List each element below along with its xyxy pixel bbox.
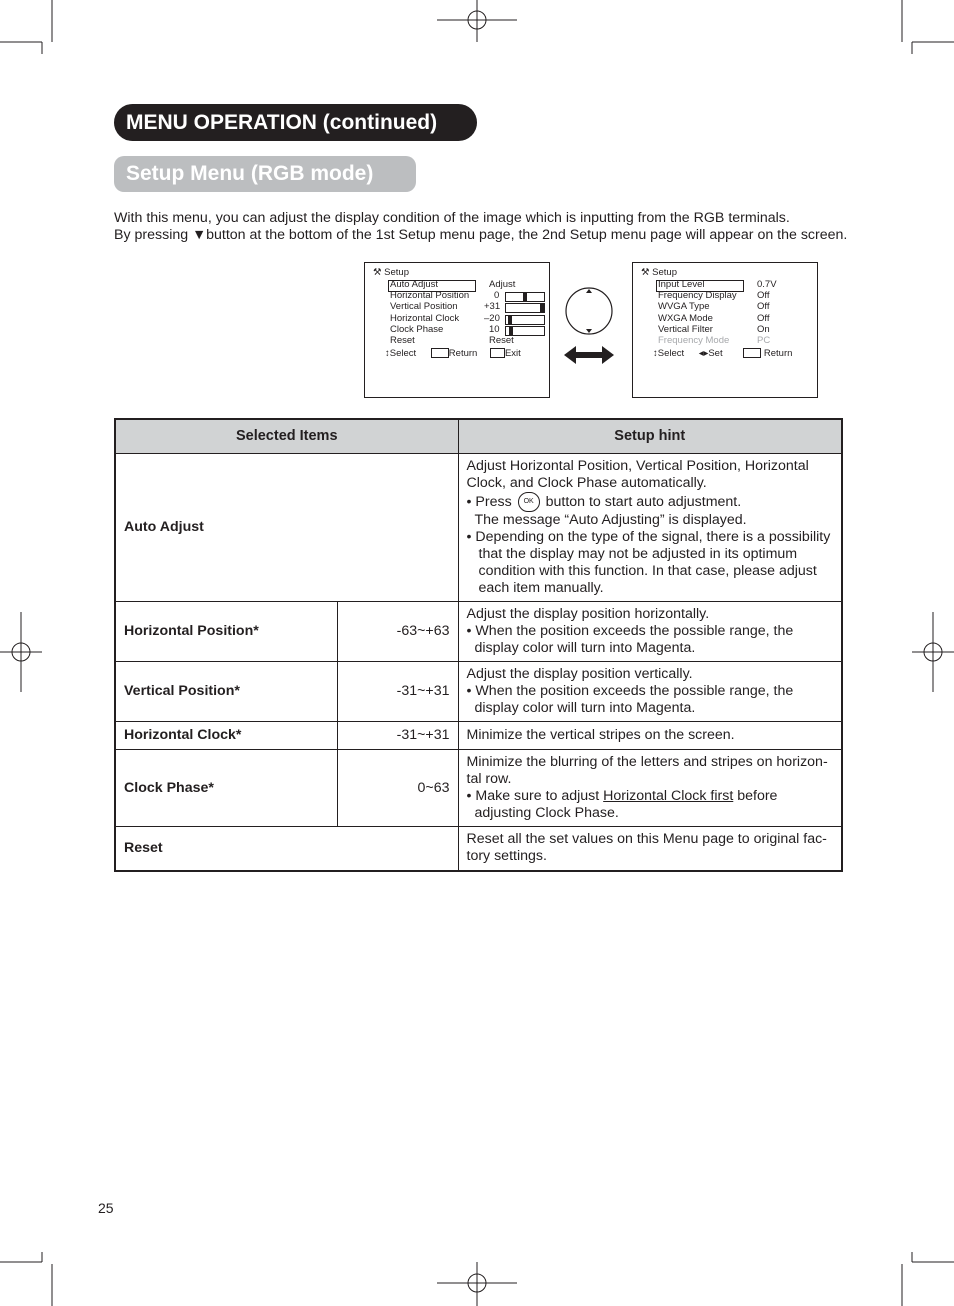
osd1-item-label: Horizontal Clock: [390, 313, 460, 324]
osd1-level-bar: [505, 303, 545, 313]
osd1-item-value: Adjust: [489, 279, 516, 290]
osd2-item-value: PC: [757, 335, 771, 346]
osd2-item-value: 0.7V: [757, 279, 777, 290]
item-hint: Adjust Horizontal Position, Vertical Position, Horizontal Clock, and Clock Phase automatically. • Press OK button to start auto adjustment. The message “Auto Adjusting” is displayed. • Depending on the type of the signal, there is a possibility that the display may not be adjusted in its optimum condition with this function. In that case, please adjust each item manually.: [458, 454, 842, 602]
page-number: 25: [98, 1200, 114, 1216]
item-range: 0~63: [337, 750, 458, 827]
osd2-item-label: WVGA Type: [658, 301, 710, 312]
osd2-item-label: WXGA Mode: [658, 313, 713, 324]
setup-icon: ⚒: [641, 267, 650, 278]
osd2-item-label: Input Level: [658, 279, 705, 290]
osd2-footer: ↕Select ◂▸Set Return: [653, 348, 793, 359]
item-range: -31~+31: [337, 662, 458, 722]
osd1-level-bar: [505, 315, 545, 325]
osd1-title: ⚒ Setup: [373, 267, 409, 278]
item-name: Auto Adjust: [115, 454, 458, 602]
section-subtitle: Setup Menu (RGB mode): [114, 156, 416, 192]
osd1-item-label: Clock Phase: [390, 324, 444, 335]
osd1-item-label: Auto Adjust: [390, 279, 439, 290]
osd2-title: ⚒ Setup: [641, 267, 677, 278]
item-hint: Adjust the display position horizontally. • When the position exceeds the possible range, the display color will turn into Magenta.: [458, 602, 842, 662]
section-title: MENU OPERATION (continued): [114, 104, 477, 141]
item-name: Horizontal Position*: [115, 602, 337, 662]
table-row: [115, 750, 842, 827]
exit-icon: [490, 348, 505, 358]
item-hint: Adjust the display position vertically. • When the position exceeds the possible range, the display color will turn into Magenta.: [458, 662, 842, 722]
osd1-item-value: Reset: [489, 335, 514, 346]
osd2-item-label: Vertical Filter: [658, 324, 713, 335]
osd1-level-bar: [505, 292, 545, 302]
return-icon: [431, 348, 449, 358]
osd1-item-value: +31: [484, 301, 501, 312]
osd2-item-value: On: [757, 324, 770, 335]
osd2-item-value: Off: [757, 290, 770, 301]
item-range: -63~+63: [337, 602, 458, 662]
column-header-hint: Setup hint: [458, 419, 842, 454]
osd1-footer: ↕Select Return Exit: [385, 348, 521, 359]
item-name: Clock Phase*: [115, 750, 337, 827]
osd1-item-label: Vertical Position: [390, 301, 458, 312]
setup-items-table: [114, 418, 843, 872]
item-name: Reset: [115, 827, 458, 871]
table-row: [115, 722, 842, 750]
remote-navigation-icon: [560, 284, 620, 374]
item-hint: Minimize the blurring of the letters and stripes on horizon-tal row. • Make sure to adjust Horizontal Clock first before adjusting Clock Phase.: [458, 750, 842, 827]
table-row: [115, 827, 842, 871]
osd-setup-page-1: [364, 262, 550, 398]
osd1-item-value: 0: [494, 290, 500, 301]
osd1-item-value: –20: [484, 313, 500, 324]
osd1-item-label: Reset: [390, 335, 415, 346]
item-hint: Minimize the vertical stripes on the screen.: [458, 722, 842, 750]
up-down-icon: ↕: [385, 348, 390, 359]
ok-button-icon: OK: [518, 492, 540, 512]
left-right-icon: ◂▸: [698, 348, 709, 359]
item-name: Horizontal Clock*: [115, 722, 337, 750]
horizontal-clock-reference: Horizontal Clock first: [603, 788, 734, 804]
intro-line-2: By pressing ▼button at the bottom of the 1st Setup menu page, the 2nd Setup menu page will appear on the screen.: [114, 227, 848, 243]
column-header-items: Selected Items: [115, 419, 458, 454]
intro-line-1: With this menu, you can adjust the display condition of the image which is inputting from the RGB terminals.: [114, 210, 790, 226]
intro-text: [114, 210, 874, 244]
table-row: [115, 662, 842, 722]
osd2-item-label: Frequency Display: [658, 290, 737, 301]
item-hint: Reset all the set values on this Menu page to original fac-tory settings.: [458, 827, 842, 871]
table-row: [115, 602, 842, 662]
table-row: [115, 454, 842, 602]
table-header-row: [115, 419, 842, 454]
osd2-item-value: Off: [757, 313, 770, 324]
osd-setup-page-2: [632, 262, 818, 398]
osd1-item-value: 10: [489, 324, 500, 335]
osd2-item-value: Off: [757, 301, 770, 312]
setup-icon: ⚒: [373, 267, 382, 278]
return-icon: [743, 348, 761, 358]
osd1-item-label: Horizontal Position: [390, 290, 470, 301]
item-name: Vertical Position*: [115, 662, 337, 722]
up-down-icon: ↕: [653, 348, 658, 359]
osd2-item-label: Frequency Mode: [658, 335, 730, 346]
item-range: -31~+31: [337, 722, 458, 750]
